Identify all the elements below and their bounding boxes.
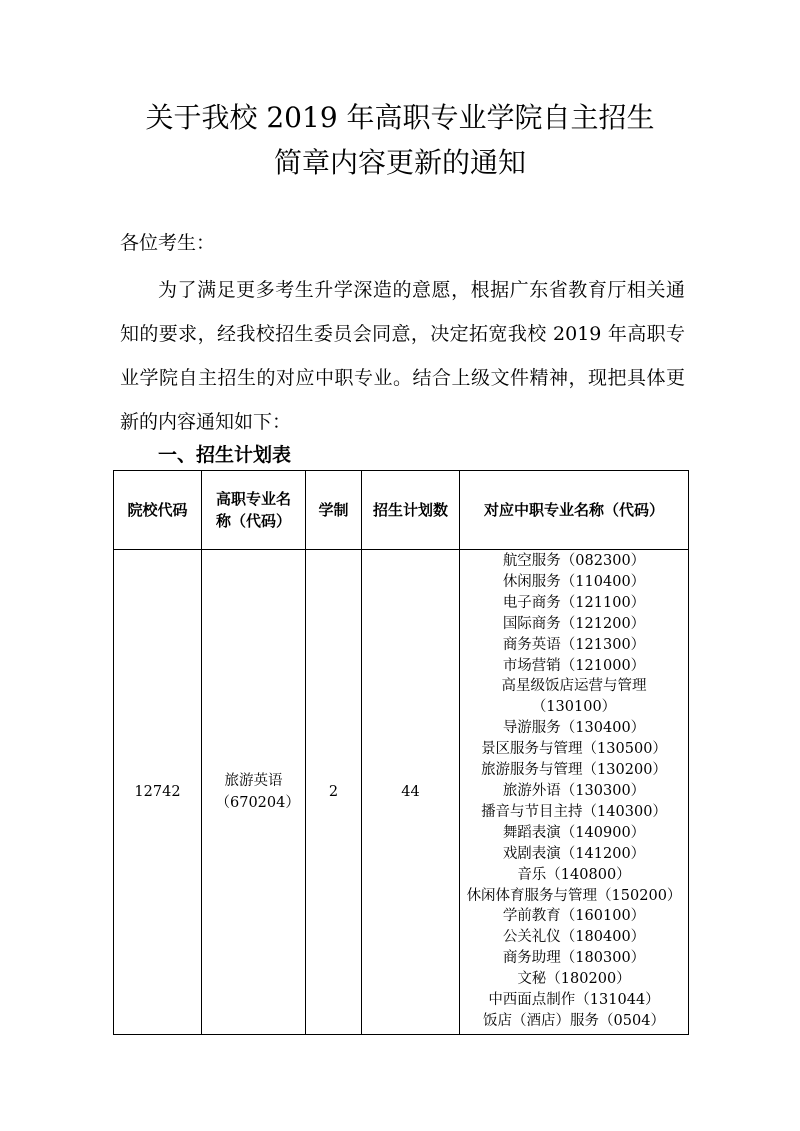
major-item: 中西面点制作（131044） <box>488 992 660 1009</box>
major-item: 旅游外语（130300） <box>502 782 646 799</box>
major-item: 公关礼仪（180400） <box>502 929 646 946</box>
major-item: 高星级饭店运营与管理 <box>501 678 647 695</box>
major-item: 导游服务（130400） <box>502 720 646 737</box>
major-item: 播音与节目主持（140300） <box>481 803 667 820</box>
major-item: 旅游服务与管理（130200） <box>481 762 667 779</box>
major-item: 饭店（酒店）服务（0504） <box>483 1012 665 1029</box>
cell-matching-majors <box>460 550 689 1035</box>
major-item: 商务英语（121300） <box>502 636 646 653</box>
cell-duration: 2 <box>306 550 362 1035</box>
major-item: 景区服务与管理（130500） <box>481 741 667 758</box>
enrollment-plan-table <box>113 470 689 1035</box>
header-plan-count: 招生计划数 <box>362 471 460 550</box>
major-item: 文秘（180200） <box>517 971 631 988</box>
major-item: 市场营销（121000） <box>502 657 646 674</box>
major-item: （130100） <box>531 699 617 716</box>
major-item: 商务助理（180300） <box>502 950 646 967</box>
major-item: 国际商务（121200） <box>502 615 646 632</box>
cell-plan-count: 44 <box>362 550 460 1035</box>
header-major-name-text: 高职专业名称（代码） <box>215 490 291 530</box>
cell-major-name <box>202 550 306 1035</box>
major-item: 舞蹈表演（140900） <box>502 824 646 841</box>
major-item: 戏剧表演（141200） <box>502 845 646 862</box>
major-item: 休闲体育服务与管理（150200） <box>466 887 682 904</box>
major-item: 航空服务（082300） <box>502 553 646 569</box>
major-item: 休闲服务（110400） <box>502 573 646 590</box>
cell-major-name-text: 旅游英语（670204） <box>215 772 300 811</box>
major-item: 学前教育（160100） <box>502 908 646 925</box>
document-title-line-2: 简章内容更新的通知 <box>273 146 526 179</box>
header-school-code: 院校代码 <box>114 471 202 550</box>
header-major-name <box>202 471 306 550</box>
header-matching-majors: 对应中职专业名称（代码） <box>460 471 689 550</box>
header-duration: 学制 <box>306 471 362 550</box>
greeting: 各位考生： <box>120 232 216 254</box>
major-item: 音乐（140800） <box>517 866 631 883</box>
major-item: 电子商务（121100） <box>502 594 646 611</box>
table-row <box>114 550 689 1035</box>
document-title-line-1: 关于我校 2019 年高职专业学院自主招生 <box>145 101 655 134</box>
section-heading: 一、招生计划表 <box>158 444 292 466</box>
table-header-row <box>114 471 689 550</box>
intro-paragraph: 为了满足更多考生升学深造的意愿，根据广东省教育厅相关通知的要求，经我校招生委员会同意，决定拓宽我校 2019 年高职专业学院自主招生的对应中职专业。结合上级文件精神，现把具体更新的内容通知如下： <box>120 279 685 433</box>
cell-school-code: 12742 <box>114 550 202 1035</box>
